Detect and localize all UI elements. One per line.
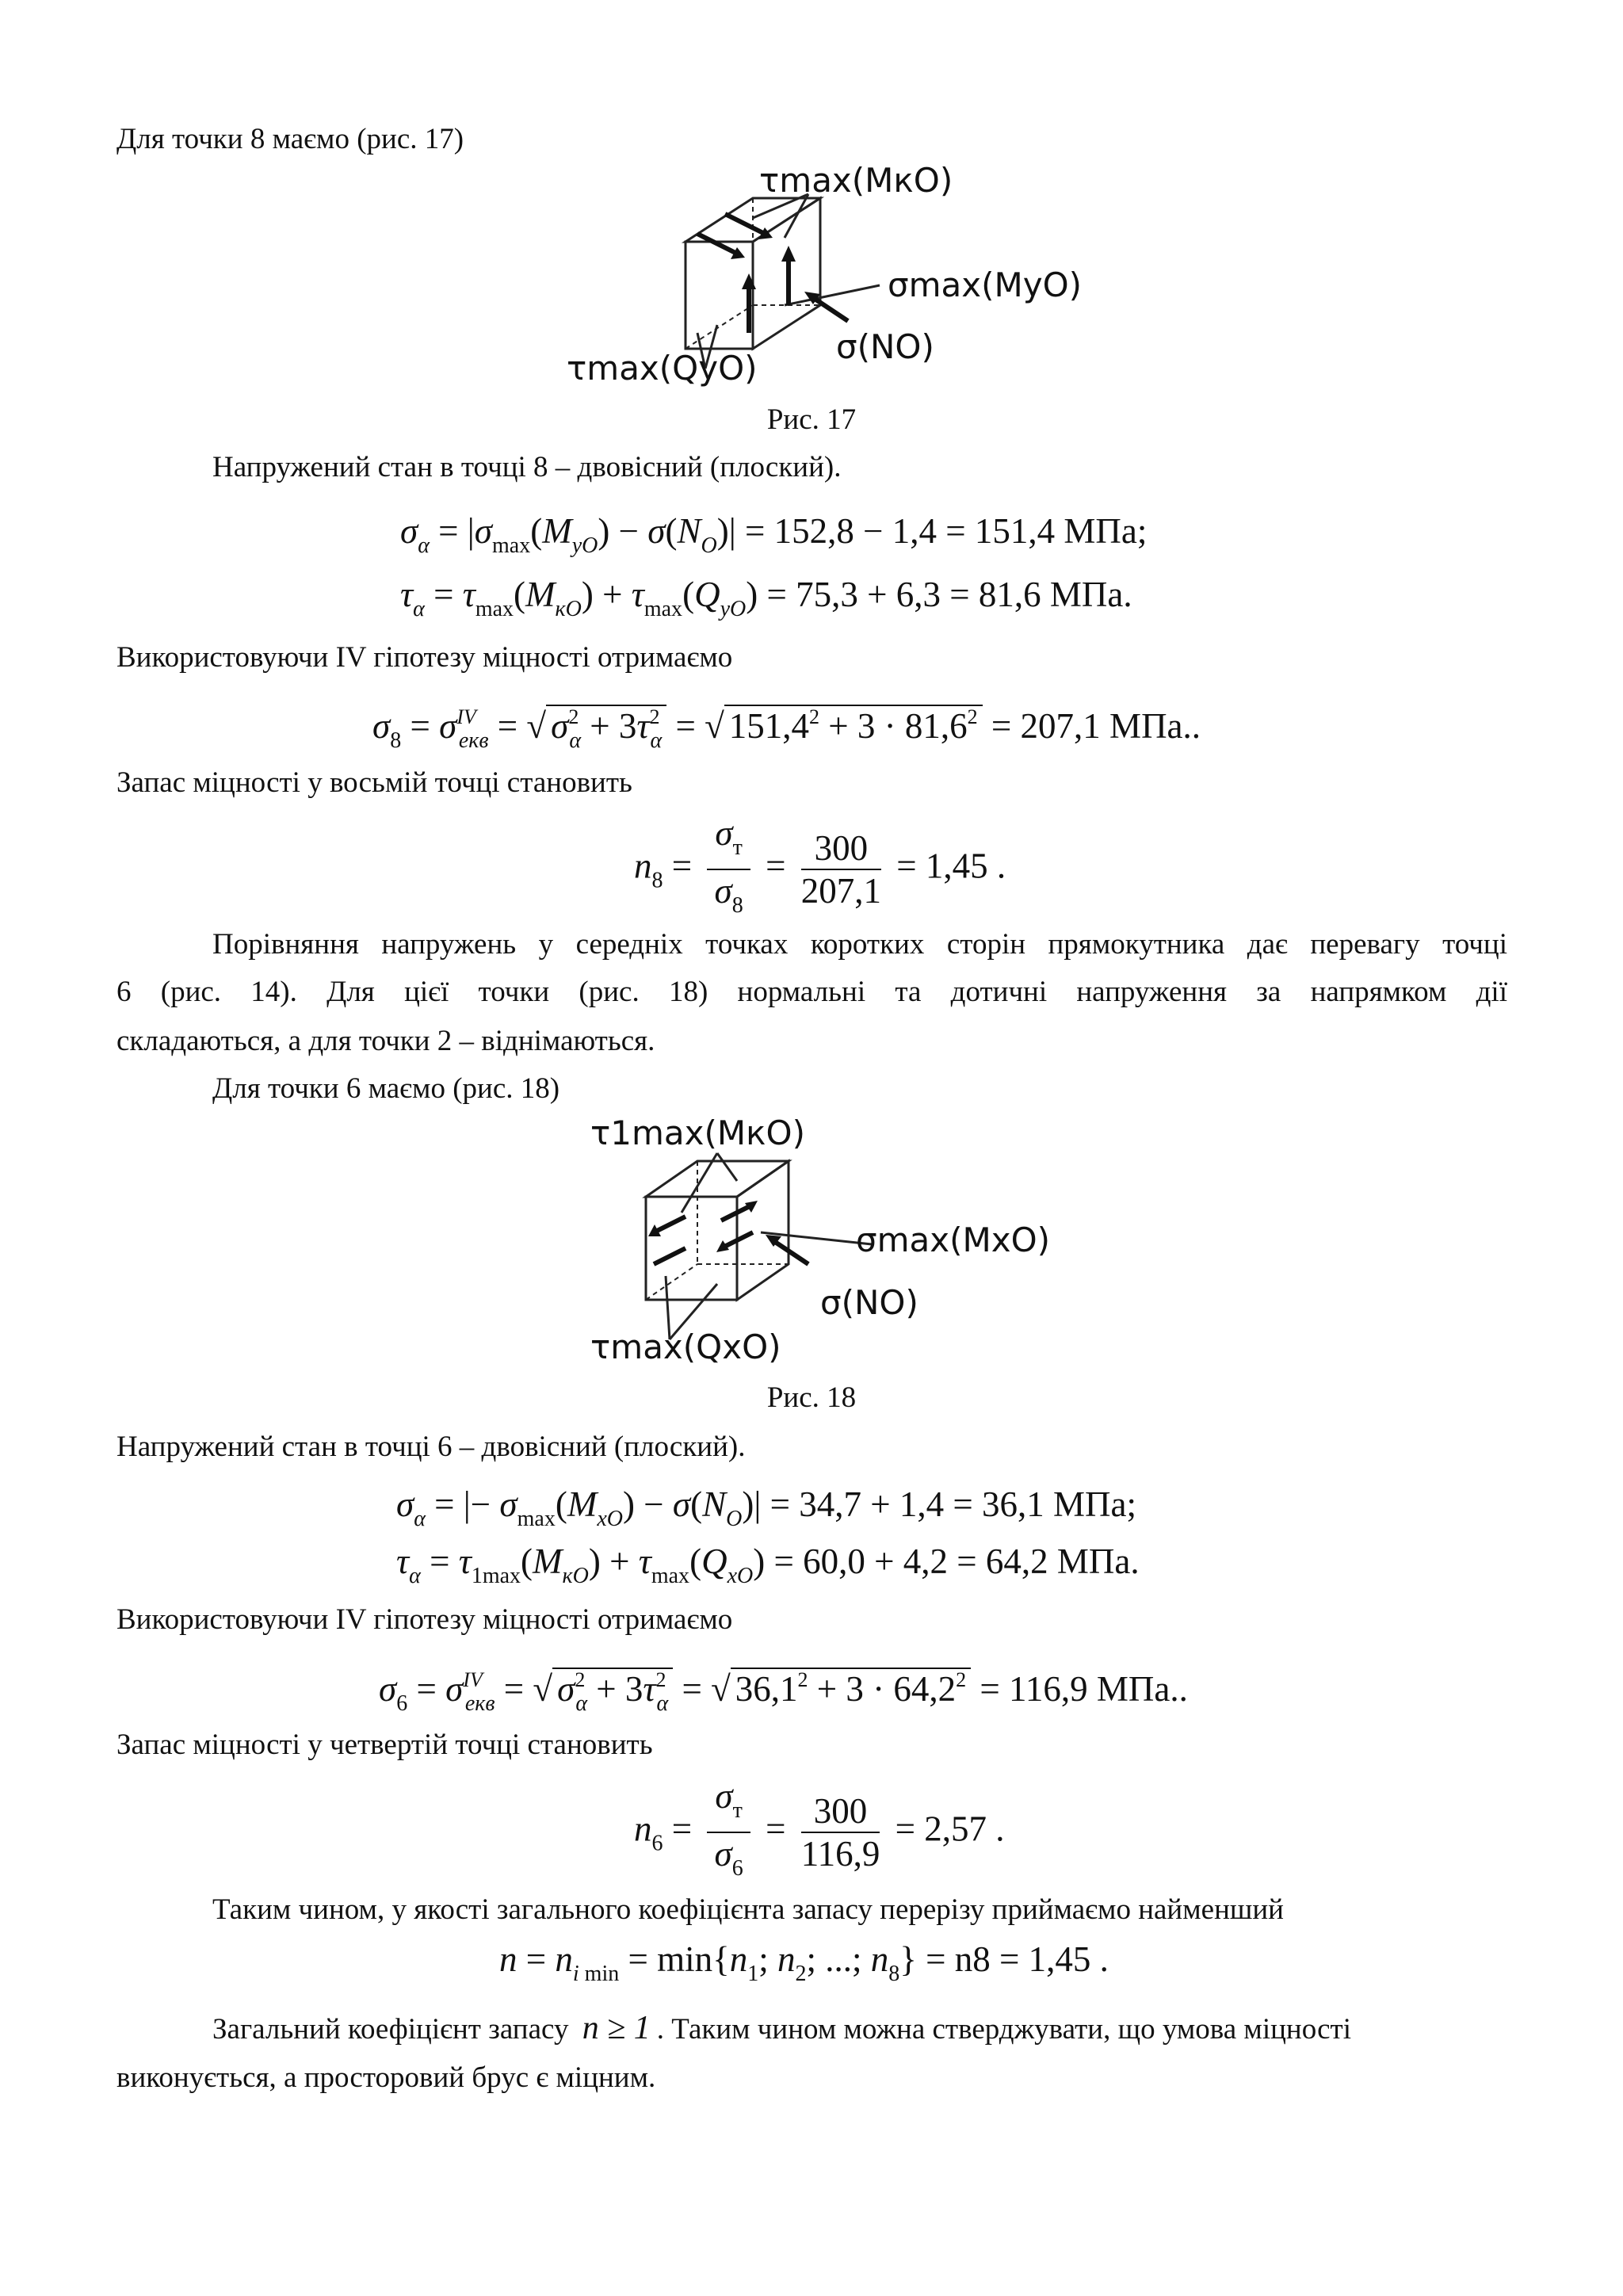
paragraph-point6-intro: Для точки 6 маємо (рис. 18) (212, 1072, 560, 1105)
inequality-n-ge-1: n ≥ 1 (582, 2010, 651, 2046)
equation-sigma-alpha-6-result: = 34,7 + 1,4 = 36,1 МПа; (769, 1484, 1136, 1524)
equation-sigma-6-equivalent: $\sigma_6 = \sigma^{IV}_{екв}$ = √ $\sigma^2_\alpha + 3\tau^2_\alpha$ = √ $36,1^2 + 3 \cdot 64,2^2 = 116,9$ МПа.. (379, 1668, 1188, 1716)
fig17-label-sigma-myo: σmax(MyO) (888, 266, 1083, 304)
paragraph-comparison-line1: Порівняння напружень у середніх точках коротких сторін прямокутника дає перевагу точці (212, 928, 1507, 961)
equation-sigma-6-result: = 116,9 МПа.. (980, 1669, 1188, 1709)
n8-denominator: 207,1 (800, 871, 881, 911)
n6-result: = 2,57 . (895, 1809, 1005, 1849)
paragraph-conclusion-line2: виконується, а просторовий брус є міцним. (116, 2061, 656, 2094)
conclusion-part-a: Загальний коефіцієнт запасу (212, 2013, 569, 2046)
equation-n6: $n_6$ = $\frac{\sigma_т}{\sigma_6}$ = $\frac{300}{116,9}$ = 2,57 . (634, 1776, 1005, 1881)
fig18-label-tau1-mko: τ1max(MкO) (590, 1114, 805, 1152)
equation-tau-alpha-6: $\tau_\alpha = \tau_{1max}(M_{кO}) + \tau_{max}(Q_{xO}) = 60,0 + 4,2 = 64,2$ МПа. (396, 1541, 1140, 1588)
paragraph-hypothesis-8: Використовуючи IV гіпотезу міцності отримаємо (116, 641, 733, 674)
equation-sigma-alpha-6: $\sigma_\alpha$ = |− $\sigma_{max}(M_{xO}) - \sigma(N_O)| = 34,7 + 1,4 = 36,1$ МПа; (396, 1484, 1136, 1531)
paragraph-safety-8: Запас міцності у восьмій точці становить (116, 766, 632, 799)
fig17-label-sigma-no: σ(NO) (836, 327, 934, 366)
n8-numerator: 300 (801, 827, 881, 870)
fig18-label-sigma-no: σ(NO) (820, 1283, 918, 1322)
equation-sigma-alpha-8: $\sigma_\alpha = |\sigma_{max}(M_{yO}) - \sigma(N_O)| = 152,8 - 1,4 = 151,4$ МПа; (400, 511, 1148, 558)
paragraph-point6-state: Напружений стан в точці 6 – двовісний (плоский). (116, 1431, 746, 1463)
figure-18-caption: Рис. 18 (766, 1381, 857, 1414)
fig18-label-sigma-mxo: σmax(MxO) (856, 1221, 1051, 1259)
fig17-label-tau-mko: τmax(MкO) (759, 161, 953, 200)
equation-sigma-alpha-8-result: = 152,8 − 1,4 = 151,4 МПа; (744, 511, 1148, 551)
n-min-result: = n8 = 1,45 . (926, 1939, 1109, 1979)
equation-sigma-8-equivalent: $\sigma_8 = \sigma^{IV}_{екв}$ = √ $\sigma^2_\alpha + 3\tau^2_\alpha$ = √ $151,4^2 + 3 \cdot 81,6^2 = 207,1$ МПа.. (372, 705, 1201, 753)
equation-n-min: $n = n_{i min} = \min\{n_1$; $n_2$; ...; $n_8\} = n8 = 1,45$ . (499, 1939, 1109, 1986)
equation-tau-alpha-8-result: = 75,3 + 6,3 = 81,6 МПа. (766, 575, 1132, 614)
paragraph-overall-factor: Таким чином, у якості загального коефіцієнта запасу перерізу приймаємо найменший (212, 1893, 1284, 1926)
paragraph-comparison-line2: 6 (рис. 14). Для цієї точки (рис. 18) нормальні та дотичні напруження за напрямком дії (116, 976, 1507, 1008)
equation-tau-alpha-6-result: = 60,0 + 4,2 = 64,2 МПа. (773, 1541, 1140, 1581)
n6-numerator: 300 (801, 1790, 880, 1833)
paragraph-point8-intro: Для точки 8 маємо (рис. 17) (116, 123, 464, 155)
equation-n8: $n_8$ = $\frac{\sigma_т}{\sigma_8}$ = $\frac{300}{207,1}$ = 1,45 . (634, 813, 1006, 918)
figure-17-caption: Рис. 17 (766, 403, 857, 436)
paragraph-point8-state: Напружений стан в точці 8 – двовісний (плоский). (212, 451, 842, 483)
n6-denominator: 116,9 (800, 1834, 880, 1874)
fig17-label-tau-qyo: τmax(QyO) (567, 349, 758, 388)
paragraph-comparison-line3: складаються, а для точки 2 – віднімаються. (116, 1025, 655, 1057)
n8-result: = 1,45 . (896, 846, 1006, 886)
paragraph-hypothesis-6: Використовуючи IV гіпотезу міцності отримаємо (116, 1603, 733, 1636)
conclusion-part-b: . Таким чином можна стверджувати, що умова міцності (656, 2013, 1352, 2046)
fig18-label-tau-qxo: τmax(QxO) (590, 1328, 781, 1366)
paragraph-conclusion-line1 (212, 2009, 1351, 2049)
equation-sigma-8-result: = 207,1 МПа.. (991, 706, 1201, 746)
equation-tau-alpha-8: $\tau_\alpha = \tau_{max}(M_{кO}) + \tau_{max}(Q_{yO}) = 75,3 + 6,3 = 81,6$ МПа. (400, 575, 1132, 621)
paragraph-safety-6: Запас міцності у четвертій точці становить (116, 1729, 653, 1761)
